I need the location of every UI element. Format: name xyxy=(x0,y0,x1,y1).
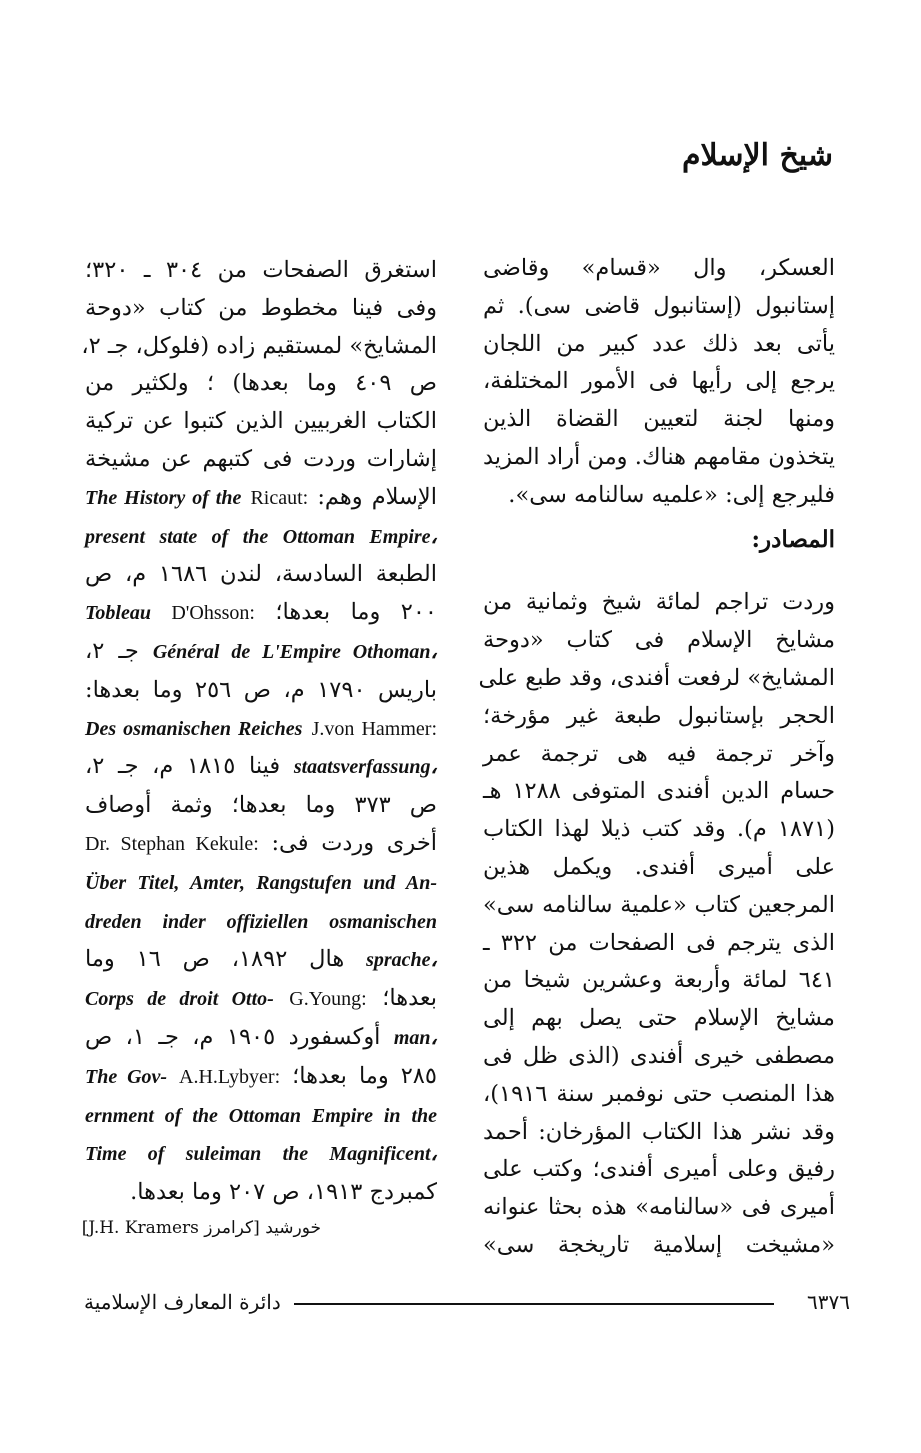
arabic-text: هال ١٨٩٢، ص ١٦ وما xyxy=(85,946,345,973)
text-line xyxy=(85,518,437,557)
arabic-text: أوكسفورد ١٩٠٥ م، جـ ١، ص xyxy=(85,1023,381,1050)
latin-text: Tobleau xyxy=(85,602,151,625)
right-column xyxy=(478,250,836,1265)
text-line xyxy=(85,1174,437,1212)
text-line xyxy=(85,864,437,903)
page-footer xyxy=(84,1290,850,1322)
arabic-text: G.Young: xyxy=(289,988,367,1011)
right-paragraph-1 xyxy=(483,250,835,515)
left-column xyxy=(81,252,438,1212)
latin-text: ernment of the Ottoman Empire in the xyxy=(85,1104,437,1127)
latin-text: Des osmanischen Reiches xyxy=(85,717,303,740)
arabic-text: إشارات وردت فى كتبهم عن مشيخة xyxy=(85,445,437,472)
latin-text: Time of suleiman the Magnificent، xyxy=(85,1143,437,1166)
text-line xyxy=(85,290,437,328)
text-line: «مشيخت إسلامية تاريخجة سى» xyxy=(483,1231,835,1258)
spacer xyxy=(483,568,835,584)
page-number: ٦٣٧٦ xyxy=(807,1290,850,1314)
text-line: أميرى فى «سالنامه» هذه بحثا عنوانه xyxy=(483,1194,835,1221)
latin-text: present state of the Ottoman Empire، xyxy=(85,525,437,548)
text-line xyxy=(85,556,437,594)
text-line: هذا المنصب حتى نوفمبر سنة ١٩١٦)، xyxy=(483,1080,835,1107)
arabic-text: الإسلام وهم: xyxy=(317,483,437,510)
text-line xyxy=(85,1097,437,1136)
text-line xyxy=(85,672,437,710)
latin-text: dreden inder offiziellen osmanischen xyxy=(85,910,437,933)
text-line xyxy=(85,825,437,864)
text-line: الذى يترجم فى الصفحات من ٣٢٢ ـ xyxy=(483,929,835,956)
text-line: ومنها لجنة لتعيين القضاة الذين xyxy=(483,406,835,433)
text-line xyxy=(85,479,437,518)
arabic-text: ص ٤٠٩ وما بعدها) ؛ ولكثير من xyxy=(85,370,437,397)
latin-text: The Gov- xyxy=(85,1065,168,1088)
text-line xyxy=(85,1135,437,1174)
arabic-text: الطبعة السادسة، لندن ١٦٨٦ م، ص xyxy=(85,561,437,588)
text-line xyxy=(85,787,437,825)
text-line xyxy=(81,328,437,366)
arabic-text: وفى فينا مخطوط من كتاب «دوحة xyxy=(85,294,437,321)
text-line: مشايخ الإسلام حتى يصل بهم إلى xyxy=(483,1005,835,1032)
text-line xyxy=(85,441,437,479)
text-line: المرجعين كتاب «علمية سالنامه سى» xyxy=(483,891,835,918)
author-signature: خورشيد [كرامرز J.H. Kramers] xyxy=(81,1218,321,1238)
sources-heading: المصادر: xyxy=(751,525,835,553)
footer-divider xyxy=(294,1303,774,1305)
text-line: (١٨٧١ م). وقد كتب ذيلا لهذا الكتاب xyxy=(483,816,835,843)
text-line xyxy=(85,365,437,403)
text-line: يرجع إلى رأيها فى الأمور المختلفة، xyxy=(483,368,835,395)
text-line: الحجر بإستانبول طبعة غير مؤرخة؛ xyxy=(483,702,835,729)
text-line: وردت تراجم لمائة شيخ وثمانية من xyxy=(483,589,835,616)
text-line xyxy=(85,252,437,290)
text-line xyxy=(85,748,437,787)
text-line xyxy=(85,633,437,672)
text-line: فليرجع إلى: «علميه سالنامه سى». xyxy=(508,481,835,508)
text-line: رفيق وعلى أميرى أفندى؛ وكتب على xyxy=(483,1156,835,1183)
text-line: المشايخ» لرفعت أفندى، وقد طبع على xyxy=(478,664,835,691)
arabic-text: D'Ohsson: xyxy=(171,602,255,625)
arabic-text: Ricaut: xyxy=(250,486,309,509)
text-line xyxy=(85,1019,437,1058)
text-line: على أميرى أفندى. ويكمل هذين xyxy=(483,853,835,880)
page-header-title: شيخ الإسلام xyxy=(681,138,833,173)
right-paragraph-2 xyxy=(478,584,836,1264)
text-line: إستانبول (إستانبول قاضى سى). ثم xyxy=(483,292,835,319)
arabic-text: أخرى وردت فى: xyxy=(271,829,437,856)
latin-text: Général de L'Empire Othoman، xyxy=(152,640,437,663)
text-line xyxy=(85,594,437,633)
latin-text: Über Titel, Amter, Rangstufen und An- xyxy=(85,871,437,894)
text-line xyxy=(85,903,437,942)
latin-text: sprache، xyxy=(366,949,437,972)
arabic-text: كمبردج ١٩١٣، ص ٢٠٧ وما بعدها. xyxy=(130,1179,437,1206)
text-line: مشايخ الإسلام فى كتاب «دوحة xyxy=(483,627,835,654)
text-line xyxy=(85,941,437,980)
arabic-text: المشايخ» لمستقيم زاده (فلوكل، جـ ٢، xyxy=(81,332,437,359)
text-line: يتخذون مقامهم هناك. ومن أراد المزيد xyxy=(483,443,835,470)
text-line: العسكر، وال «قسام» وقاضى xyxy=(483,255,835,281)
latin-text: The History of the xyxy=(85,486,242,509)
text-line: حسام الدين أفندى المتوفى ١٢٨٨ هـ xyxy=(483,778,836,805)
arabic-text: باريس ١٧٩٠ م، ص ٢٥٦ وما بعدها: xyxy=(85,676,437,703)
text-line xyxy=(85,1058,437,1097)
arabic-text: ص ٣٧٣ وما بعدها؛ وثمة أوصاف xyxy=(85,792,438,819)
left-paragraph xyxy=(81,252,438,1212)
arabic-text: ٢٨٥ وما بعدها؛ xyxy=(292,1062,437,1089)
latin-text: Corps de droit Otto- xyxy=(85,988,274,1011)
text-line xyxy=(85,710,437,749)
text-line: وقد نشر هذا الكتاب المؤرخان: أحمد xyxy=(483,1118,835,1145)
arabic-text: Dr. Stephan Kekule: xyxy=(85,832,259,855)
text-line: مصطفى خيرى أفندى (الذى ظل فى xyxy=(483,1042,835,1069)
arabic-text: جـ ٢، xyxy=(85,637,139,664)
arabic-text: الكتاب الغربيين الذين كتبوا عن تركية xyxy=(85,408,437,435)
text-line: ٦٤١ لمائة وأربعة وعشرين شيخا من xyxy=(483,967,835,994)
arabic-text: فينا ١٨١٥ م، جـ ٢، xyxy=(85,753,281,780)
arabic-text: استغرق الصفحات من ٣٠٤ ـ ٣٢٠؛ xyxy=(85,257,437,283)
text-line: وآخر ترجمة فيه هى ترجمة عمر xyxy=(483,740,835,767)
arabic-text: A.H.Lybyer: xyxy=(179,1065,281,1088)
text-line: يأتى بعد ذلك عدد كبير من اللجان xyxy=(483,330,835,357)
arabic-text: J.von Hammer: xyxy=(311,717,437,740)
latin-text: man، xyxy=(393,1026,437,1049)
arabic-text: ٢٠٠ وما بعدها؛ xyxy=(275,599,438,626)
latin-text: staatsverfassung، xyxy=(293,756,437,779)
text-line xyxy=(85,980,437,1019)
publication-title: دائرة المعارف الإسلامية xyxy=(84,1290,281,1314)
arabic-text: بعدها؛ xyxy=(382,985,438,1012)
text-line xyxy=(85,403,437,441)
